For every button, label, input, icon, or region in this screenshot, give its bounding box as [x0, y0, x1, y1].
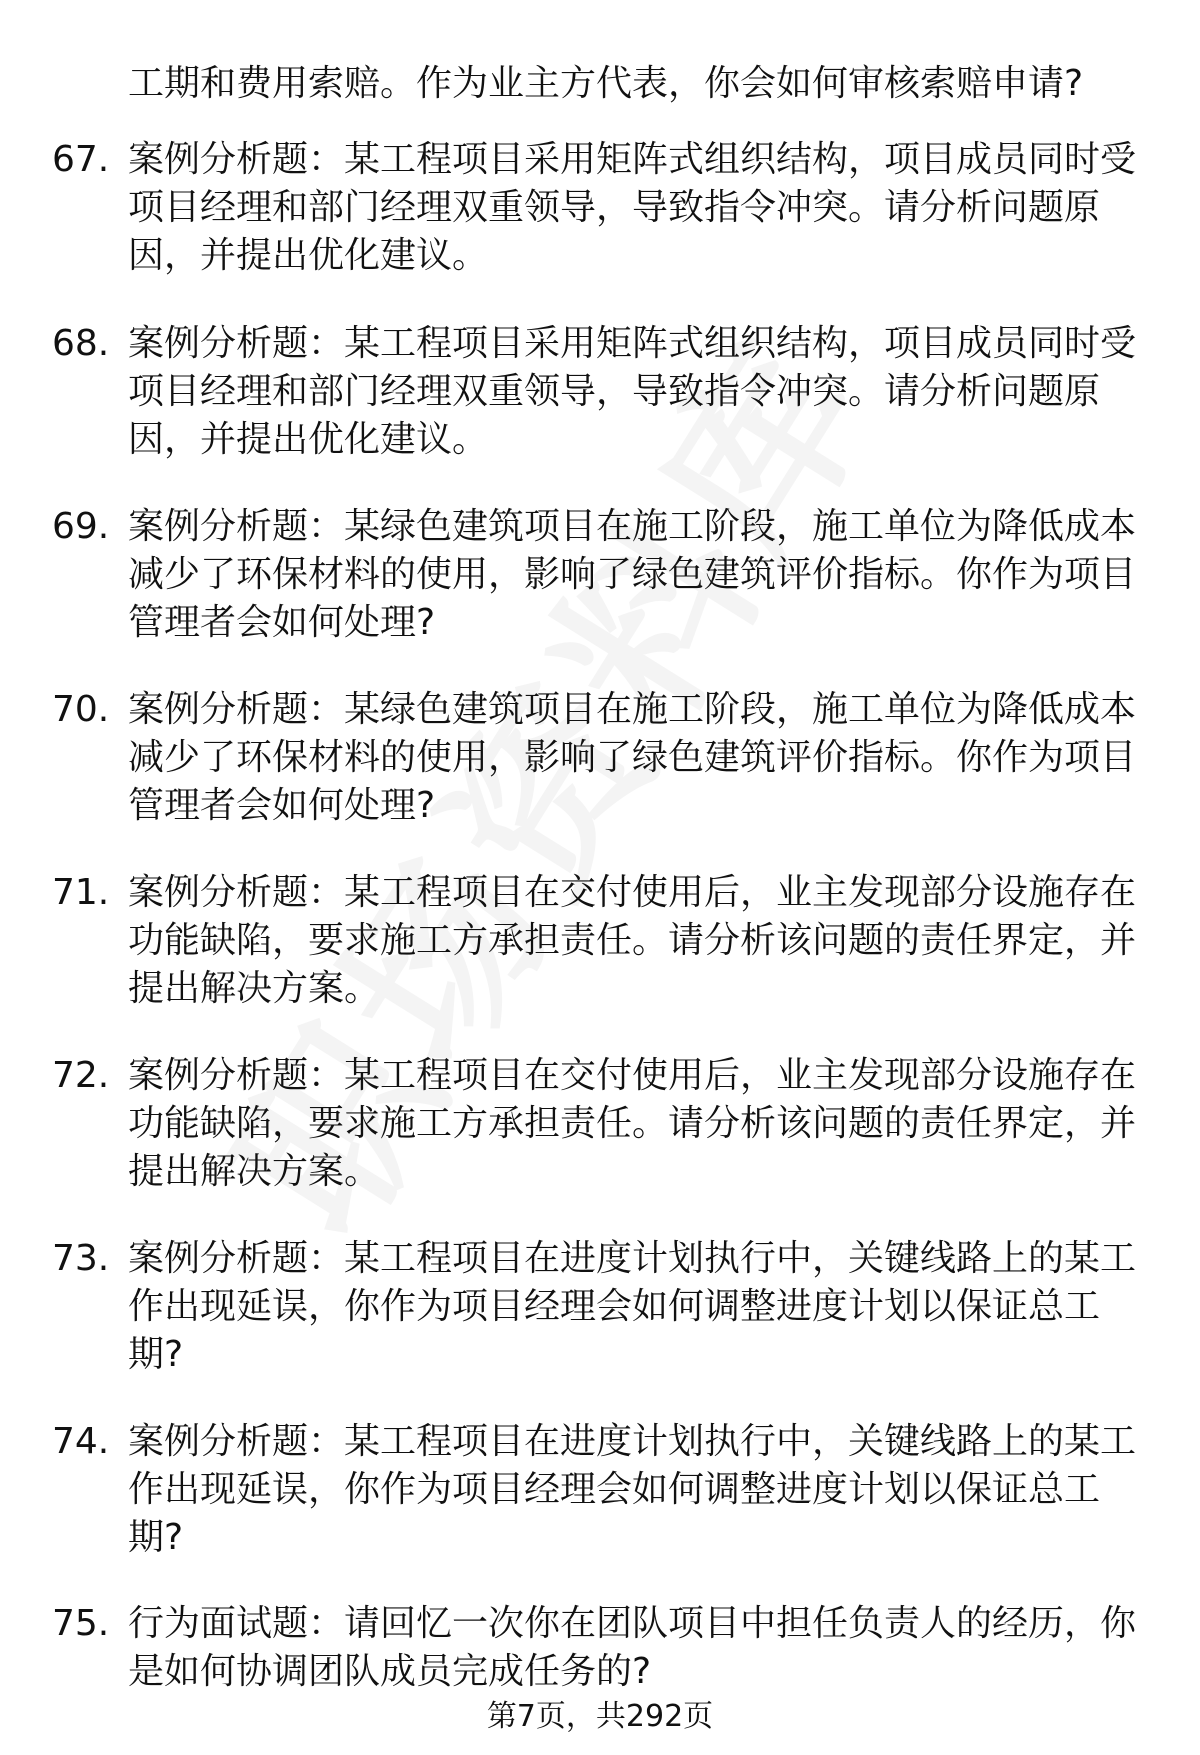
question-number: 69.	[52, 506, 110, 547]
question-number: 68.	[52, 323, 110, 364]
continued-question-text: 工期和费用索赔。作为业主方代表，你会如何审核索赔申请?	[128, 63, 1084, 104]
question-text-line: 提出解决方案。	[128, 1151, 381, 1192]
question-text-line: 减少了环保材料的使用，影响了绿色建筑评价指标。你作为项目	[128, 554, 1137, 595]
question-text-line: 案例分析题：某工程项目在进度计划执行中，关键线路上的某工	[128, 1238, 1137, 1279]
question-text-line: 功能缺陷，要求施工方承担责任。请分析该问题的责任界定，并	[128, 920, 1137, 961]
question-text-line: 项目经理和部门经理双重领导，导致指令冲突。请分析问题原	[128, 371, 1101, 412]
question-number: 73.	[52, 1238, 110, 1279]
question-number: 70.	[52, 689, 110, 730]
question-text-line: 案例分析题：某工程项目在进度计划执行中，关键线路上的某工	[128, 1421, 1137, 1462]
question-text-line: 期?	[128, 1517, 184, 1558]
question-number: 72.	[52, 1055, 110, 1096]
question-text-line: 功能缺陷，要求施工方承担责任。请分析该问题的责任界定，并	[128, 1103, 1137, 1144]
question-text-line: 作出现延误，你作为项目经理会如何调整进度计划以保证总工	[128, 1469, 1101, 1510]
question-text-line: 行为面试题：请回忆一次你在团队项目中担任负责人的经历，你	[128, 1603, 1137, 1644]
question-text-line: 提出解决方案。	[128, 968, 381, 1009]
question-text-line: 案例分析题：某绿色建筑项目在施工阶段，施工单位为降低成本	[128, 689, 1137, 730]
question-text-line: 期?	[128, 1334, 184, 1375]
question-text-line: 作出现延误，你作为项目经理会如何调整进度计划以保证总工	[128, 1286, 1101, 1327]
question-number: 75.	[52, 1603, 110, 1644]
question-text-line: 管理者会如何处理?	[128, 785, 436, 826]
question-number: 71.	[52, 872, 110, 913]
question-text-line: 因，并提出优化建议。	[128, 419, 489, 460]
question-text-line: 案例分析题：某工程项目在交付使用后，业主发现部分设施存在	[128, 872, 1137, 913]
question-text-line: 是如何协调团队成员完成任务的?	[128, 1651, 652, 1692]
question-text-line: 案例分析题：某工程项目采用矩阵式组织结构，项目成员同时受	[128, 323, 1137, 364]
question-text-line: 减少了环保材料的使用，影响了绿色建筑评价指标。你作为项目	[128, 737, 1137, 778]
question-text-line: 因，并提出优化建议。	[128, 235, 489, 276]
question-text-line: 管理者会如何处理?	[128, 602, 436, 643]
question-text-line: 项目经理和部门经理双重领导，导致指令冲突。请分析问题原	[128, 187, 1101, 228]
page-number-footer: 第7页，共292页	[486, 1699, 714, 1734]
question-text-line: 案例分析题：某绿色建筑项目在施工阶段，施工单位为降低成本	[128, 506, 1137, 547]
question-number: 74.	[52, 1421, 110, 1462]
question-text-line: 案例分析题：某工程项目采用矩阵式组织结构，项目成员同时受	[128, 139, 1137, 180]
question-text-line: 案例分析题：某工程项目在交付使用后，业主发现部分设施存在	[128, 1055, 1137, 1096]
question-number: 67.	[52, 139, 110, 180]
